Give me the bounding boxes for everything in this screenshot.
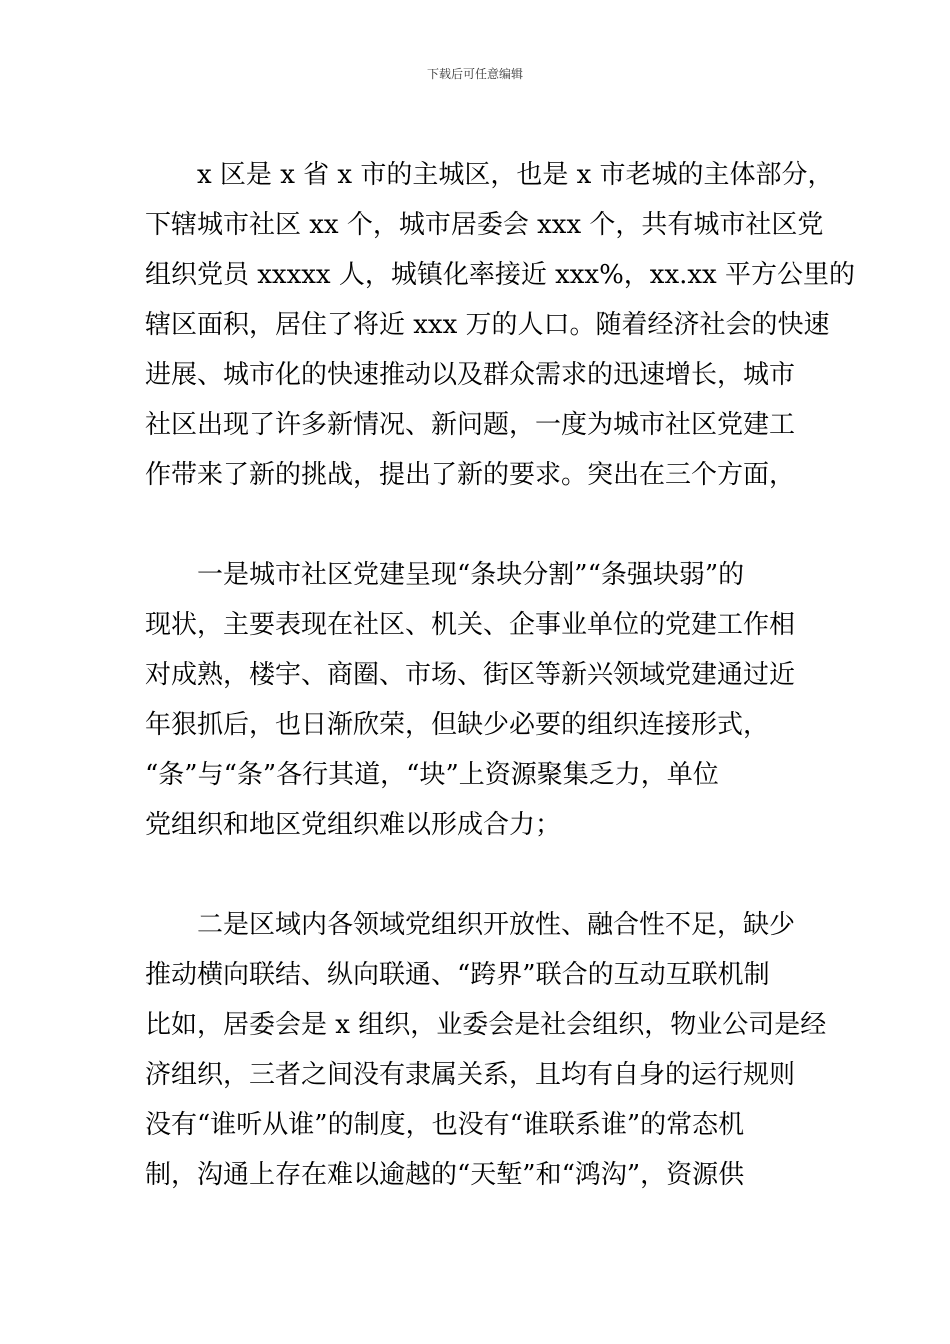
text-line: x 区是 x 省 x 市的主城区，也是 x 市老城的主体部分， <box>197 160 834 190</box>
text-line: 比如，居委会是 x 组织，业委会是社会组织，物业公司是经 <box>145 1010 827 1040</box>
page-header-note: 下载后可任意编辑 <box>426 67 523 81</box>
text-line: 一是城市社区党建呈现“条块分割”“条强块弱”的 <box>197 560 745 590</box>
text-line: 组织党员 xxxxx 人，城镇化率接近 xxx%，xx.xx 平方公里的 <box>145 260 855 290</box>
text-line: 社区出现了许多新情况、新问题，一度为城市社区党建工 <box>145 410 796 440</box>
text-line: 年狠抓后，也日渐欣荣，但缺少必要的组织连接形式， <box>145 710 770 740</box>
text-line: 没有“谁听从谁”的制度，也没有“谁联系谁”的常态机 <box>145 1110 745 1140</box>
text-line: 制，沟通上存在难以逾越的“天堑”和“鸿沟”，资源供 <box>145 1160 745 1190</box>
text-line: 济组织，三者之间没有隶属关系，且均有自身的运行规则 <box>145 1060 796 1090</box>
text-line: 党组织和地区党组织难以形成合力； <box>145 810 562 840</box>
paragraph-1 <box>145 150 855 500</box>
text-line: “条”与“条”各行其道，“块”上资源聚集乏力，单位 <box>145 760 719 790</box>
text-line: 作带来了新的挑战，提出了新的要求。突出在三个方面， <box>145 460 796 490</box>
text-line: 对成熟，楼宇、商圈、市场、街区等新兴领域党建通过近 <box>145 660 796 690</box>
text-line: 二是区域内各领域党组织开放性、融合性不足，缺少 <box>197 910 796 940</box>
paragraph-3 <box>145 900 827 1200</box>
text-line: 下辖城市社区 xx 个，城市居委会 xxx 个，共有城市社区党 <box>145 210 824 240</box>
document-body <box>145 150 855 1250</box>
paragraph-2 <box>145 550 810 850</box>
text-line: 现状，主要表现在社区、机关、企事业单位的党建工作相 <box>145 610 796 640</box>
text-line: 进展、城市化的快速推动以及群众需求的迅速增长，城市 <box>145 360 796 390</box>
text-line: 推动横向联结、纵向联通、“跨界”联合的互动互联机制 <box>145 960 770 990</box>
text-line: 辖区面积，居住了将近 xxx 万的人口。随着经济社会的快速 <box>145 310 830 340</box>
